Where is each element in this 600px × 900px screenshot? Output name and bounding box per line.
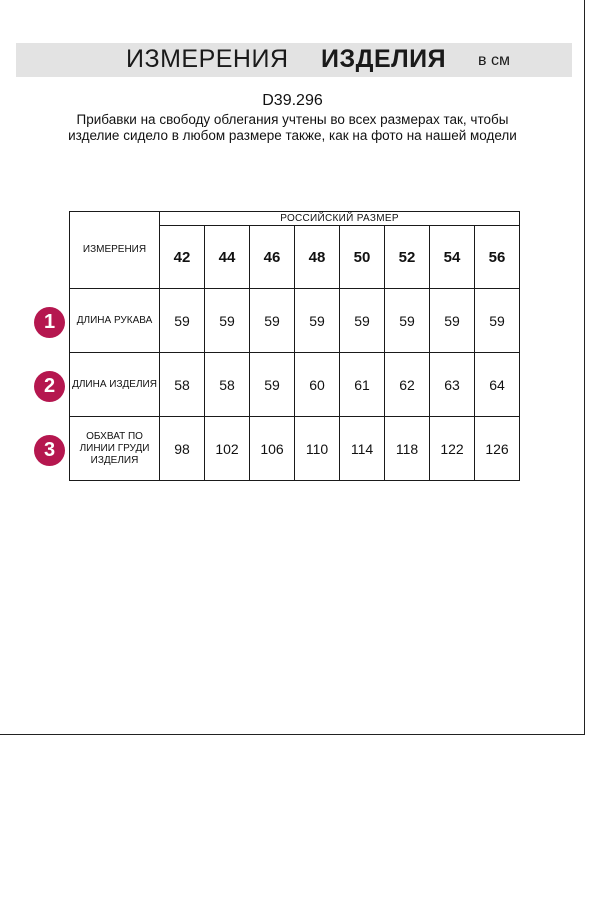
value-cell: 118 xyxy=(385,417,430,481)
value-cell: 58 xyxy=(160,353,205,417)
row-label-sleeve-length: ДЛИНА РУКАВА xyxy=(70,289,160,353)
marker-badge-1: 1 xyxy=(34,307,65,338)
value-cell: 62 xyxy=(385,353,430,417)
value-cell: 59 xyxy=(250,353,295,417)
marker-badge-3: 3 xyxy=(34,435,65,466)
value-cell: 60 xyxy=(295,353,340,417)
measure-header-cell xyxy=(70,212,160,289)
value-cell: 102 xyxy=(205,417,250,481)
article-code: D39.296 xyxy=(262,92,323,109)
size-cell: 42 xyxy=(160,226,205,289)
value-cell: 59 xyxy=(250,289,295,353)
table-row xyxy=(70,289,520,353)
value-cell: 59 xyxy=(205,289,250,353)
size-cell: 46 xyxy=(250,226,295,289)
marker-badge-2: 2 xyxy=(34,371,65,402)
value-cell: 58 xyxy=(205,353,250,417)
size-cell: 54 xyxy=(430,226,475,289)
value-cell: 63 xyxy=(430,353,475,417)
table-row-super xyxy=(70,212,520,226)
size-cell: 44 xyxy=(205,226,250,289)
size-cell: 56 xyxy=(475,226,520,289)
value-cell: 64 xyxy=(475,353,520,417)
title-measurements: ИЗМЕРЕНИЯ xyxy=(126,45,289,73)
row-label-product-length: ДЛИНА ИЗДЕЛИЯ xyxy=(70,353,160,417)
value-cell: 59 xyxy=(430,289,475,353)
value-cell: 98 xyxy=(160,417,205,481)
fit-note: Прибавки на свободу облегания учтены во всех размерах так, чтобы изделие сидело в любом размере также, как на фото на нашей модели xyxy=(68,112,517,143)
size-table xyxy=(69,211,520,481)
table-row xyxy=(70,353,520,417)
value-cell: 59 xyxy=(160,289,205,353)
value-cell: 59 xyxy=(340,289,385,353)
size-cell: 52 xyxy=(385,226,430,289)
value-cell: 61 xyxy=(340,353,385,417)
value-cell: 59 xyxy=(475,289,520,353)
row-label-chest-girth: ОБХВАТ ПО ЛИНИИ ГРУДИ ИЗДЕЛИЯ xyxy=(70,417,160,481)
size-cell: 48 xyxy=(295,226,340,289)
measure-header: ИЗМЕРЕНИЯ xyxy=(82,244,147,255)
header-band xyxy=(16,43,572,77)
value-cell: 110 xyxy=(295,417,340,481)
title-product: ИЗДЕЛИЯ xyxy=(321,45,447,73)
value-cell: 126 xyxy=(475,417,520,481)
size-cell: 50 xyxy=(340,226,385,289)
table-row xyxy=(70,417,520,481)
value-cell: 106 xyxy=(250,417,295,481)
value-cell: 114 xyxy=(340,417,385,481)
value-cell: 59 xyxy=(295,289,340,353)
value-cell: 59 xyxy=(385,289,430,353)
title-unit: в см xyxy=(478,52,510,69)
value-cell: 122 xyxy=(430,417,475,481)
size-header: РОССИЙСКИЙ РАЗМЕР xyxy=(160,212,520,226)
